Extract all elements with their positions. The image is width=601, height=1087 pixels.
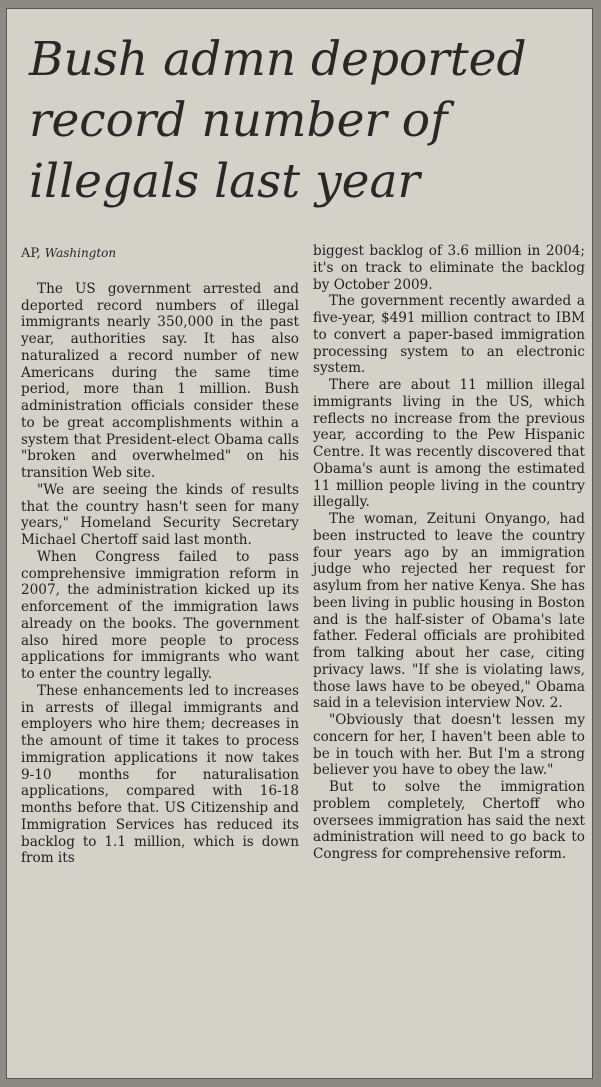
paragraph: "We are seeing the kinds of results that the country hasn't seen for many years," Homeland Security Secretary Michael Chertoff said last month. — [21, 481, 299, 548]
byline-source: AP, — [21, 246, 41, 261]
right-column — [313, 243, 585, 863]
paragraph: There are about 11 million illegal immigrants living in the US, which reflects no increase from the previous year, according to the Pew Hispanic Centre. It was recently discovered that Obama's aunt is among the estimated 11 million people living in the country illegally. — [313, 377, 585, 511]
paragraph: The woman, Zeituni Onyango, had been instructed to leave the country four years ago by an immigration judge who rejected her request for asylum from her native Kenya. She has been living in public housing in Boston and is the half-sister of Obama's late father. Federal officials are prohibited from talking about her case, citing privacy laws. "If she is violating laws, those laws have to be obeyed," Obama said in a television interview Nov. 2. — [313, 511, 585, 712]
paragraph: These enhancements led to increases in arrests of illegal immigrants and employers who hire them; decreases in the amount of time it takes to process immigration applications it now takes 9-10 months for naturalisation applications, compared with 16-18 months before that. US Citizenship and Immigration Services has reduced its backlog to 1.1 million, which is down from its — [21, 682, 299, 867]
headline: Bush admn deported record number of illegals last year — [29, 32, 527, 209]
byline-place: Washington — [44, 246, 117, 260]
byline — [21, 245, 299, 263]
paragraph: When Congress failed to pass comprehensive immigration reform in 2007, the administration kicked up its enforcement of the immigration laws already on the books. The government also hired more people to process applications for immigrants who want to enter the country legally. — [21, 548, 299, 682]
paragraph: The government recently awarded a five-year, $491 million contract to IBM to convert a paper-based immigration processing system to an electronic system. — [313, 293, 585, 377]
paragraph: But to solve the immigration problem completely, Chertoff who oversees immigration has said the next administration will need to go back to Congress for comprehensive reform. — [313, 779, 585, 862]
paragraph-continuation: biggest backlog of 3.6 million in 2004; it's on track to eliminate the backlog by October 2009. — [313, 243, 585, 293]
left-column — [21, 245, 299, 867]
newspaper-clipping — [6, 8, 593, 1079]
paragraph: The US government arrested and deported record numbers of illegal immigrants nearly 350,000 in the past year, authorities say. It has also naturalized a record number of new Americans during the same time period, more than 1 million. Bush administration officials consider these to be great accomplishments within a system that President-elect Obama calls "broken and overwhelmed" on his transition Web site. — [21, 280, 299, 481]
paragraph: "Obviously that doesn't lessen my concern for her, I haven't been able to be in touch with her. But I'm a strong believer you have to obey the law." — [313, 712, 585, 779]
